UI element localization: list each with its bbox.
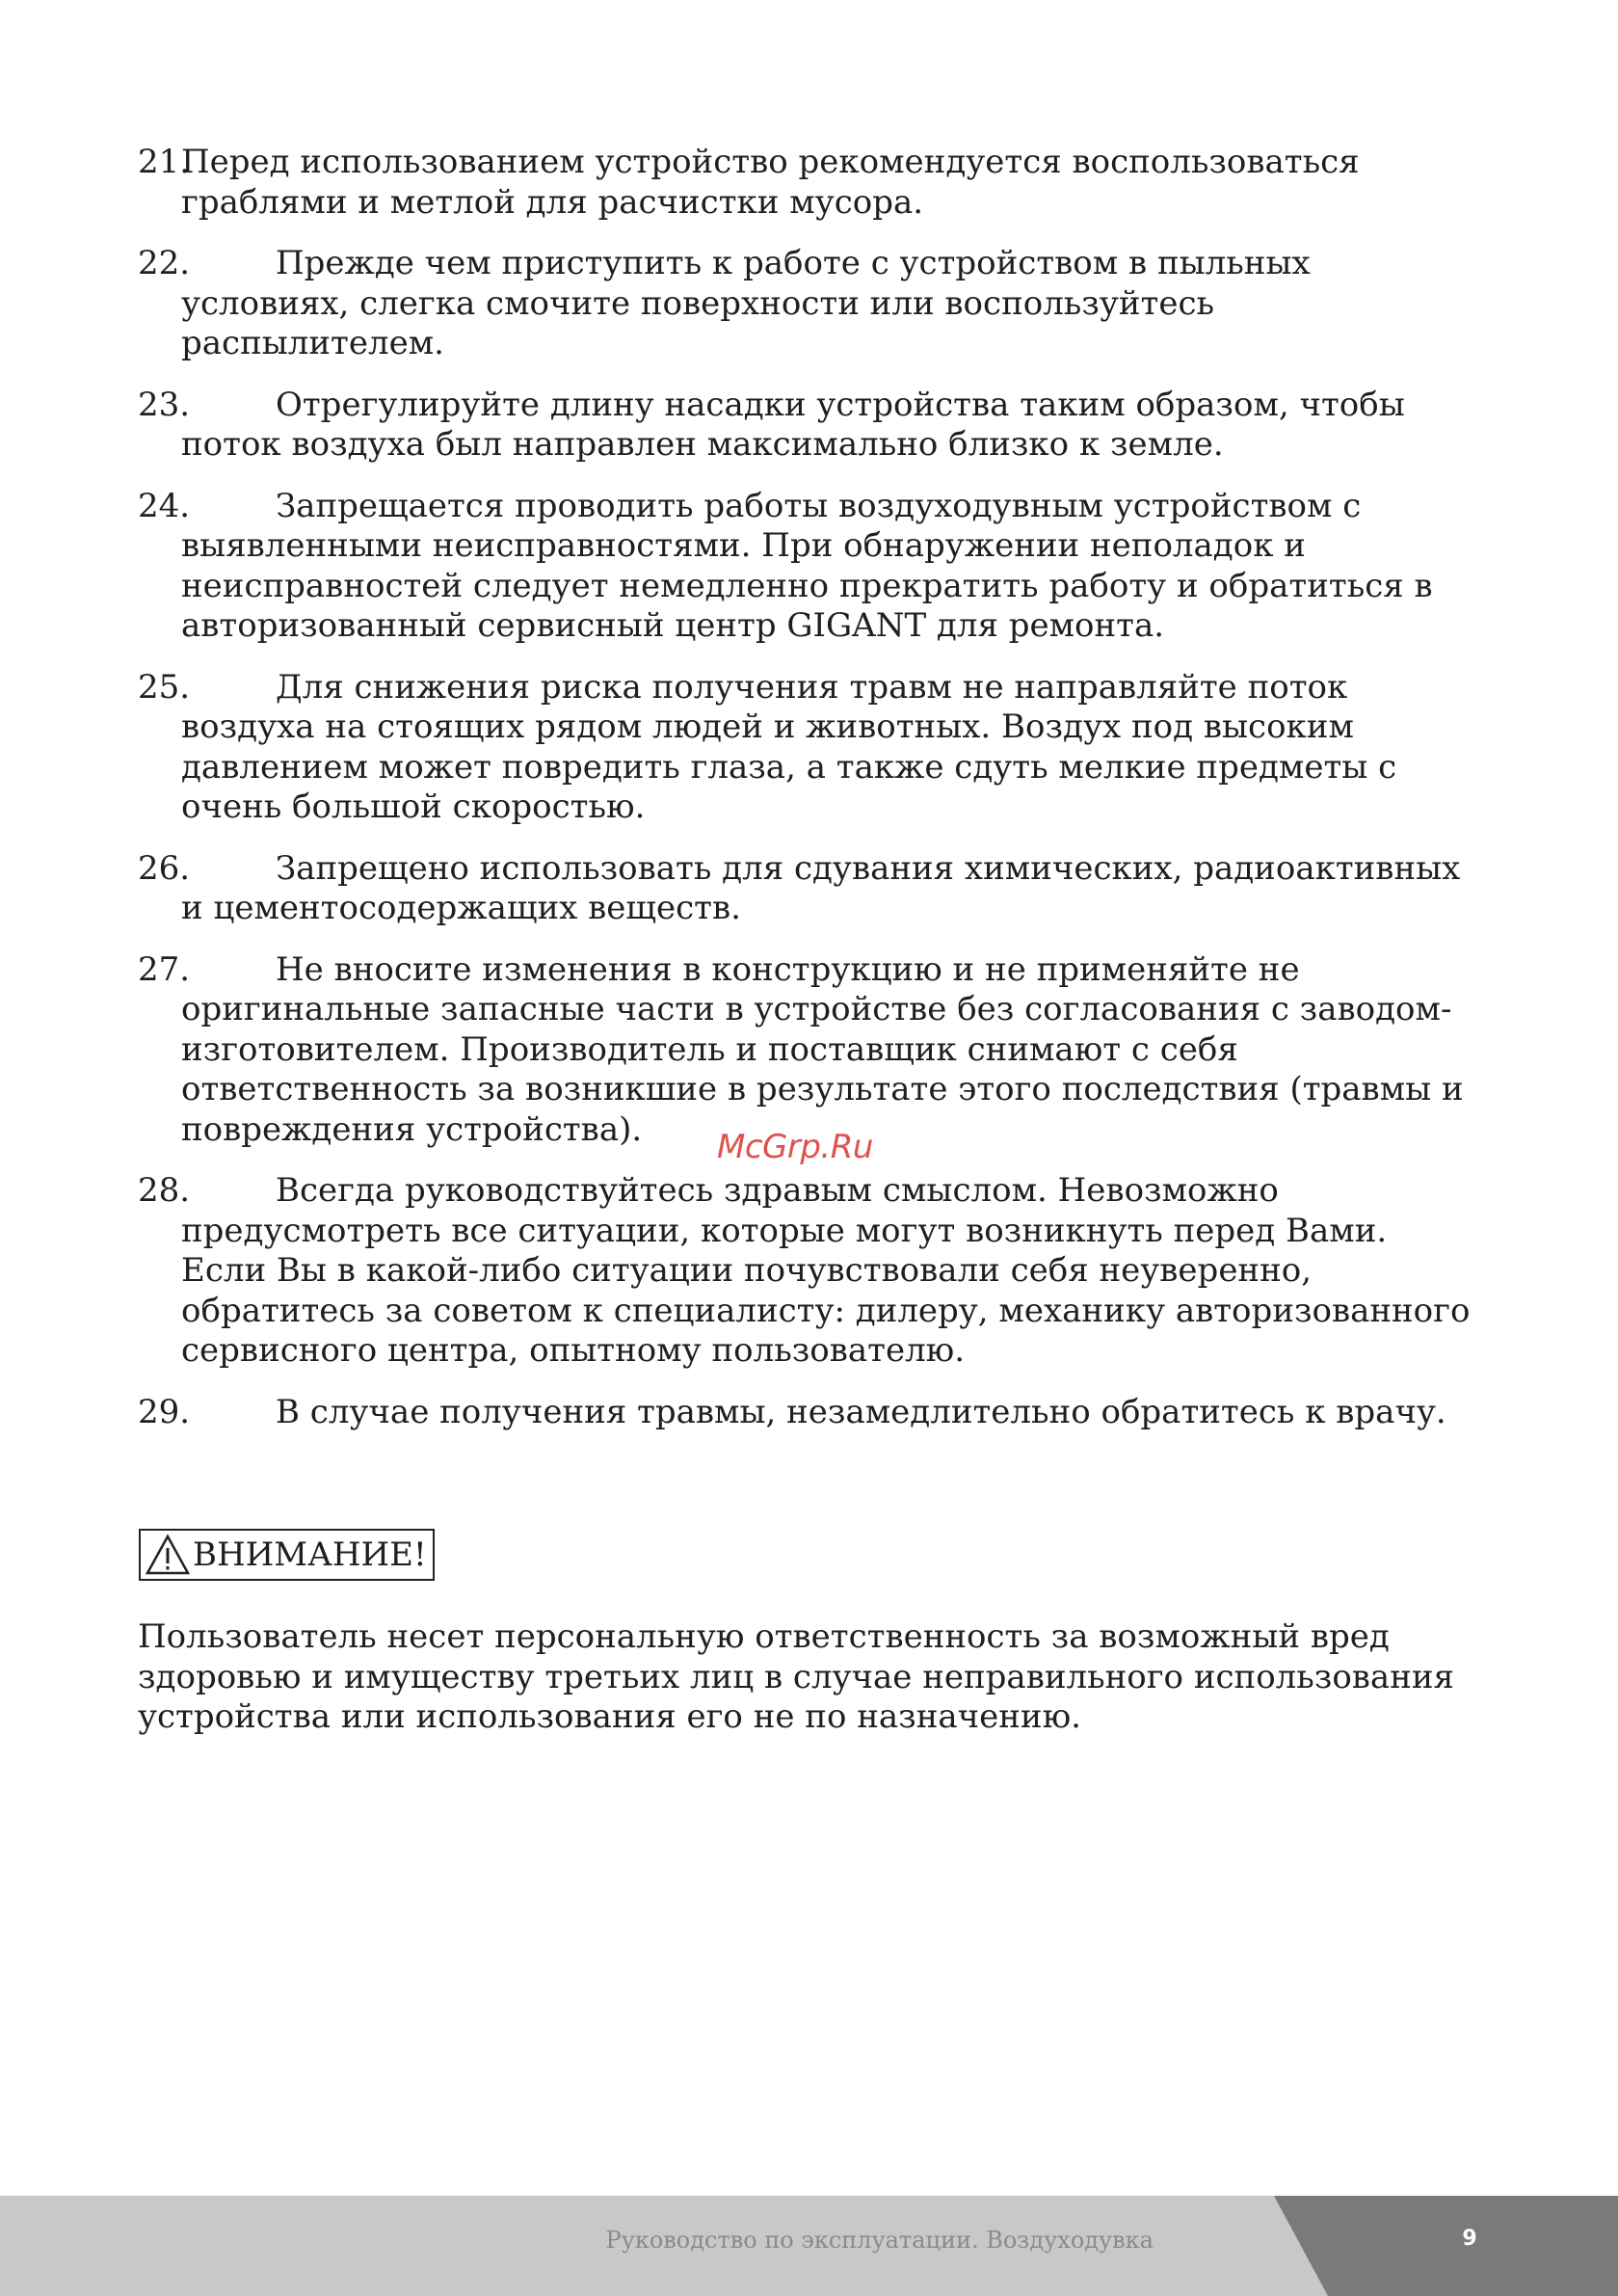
item-text: Не вносите изменения в конструкцию и не применяйте не оригинальные запасные части в устройстве без согласования с заводом-изготовителем. Производитель и поставщик снимают с себя ответственность за возникшие в результате этого последствия (травмы и повреждения устройства). [181,949,1464,1149]
responsibility-paragraph: Пользователь несет персональную ответственность за возможный вред здоровью и имуществу третьих лиц в случае неправильного использования устройства или использования его не по назначению. [138,1617,1454,1736]
item-number: 25. [138,667,191,707]
list-item [138,143,1477,223]
list-item [138,1171,1477,1372]
item-text: Отрегулируйте длину насадки устройства таким образом, чтобы поток воздуха был направлен максимально близко к земле. [181,385,1405,464]
item-text: Прежде чем приступить к работе с устройством в пыльных условиях, слегка смочите поверхности или воспользуйтесь распылителем. [181,244,1311,362]
watermark: McGrp.Ru [717,1128,873,1166]
item-number: 23. [138,385,191,424]
item-number: 29. [138,1392,191,1431]
item-number: 27. [138,949,191,989]
warning-label [139,1529,435,1581]
list-item [138,386,1477,466]
list-item [138,849,1477,929]
footer-title: Руководство по эксплуатации. Воздуходувка [605,2227,1154,2254]
item-number: 22. [138,244,191,282]
item-number: 26. [138,848,191,888]
warning-text: ВНИМАНИЕ! [193,1535,427,1574]
item-text: Для снижения риска получения травм не направляйте поток воздуха на стоящих рядом людей и животных. Воздух под высоким давлением может повредить глаза, а также сдуть мелкие предметы с очень большой скоростью. [181,667,1397,826]
warning-triangle-icon [145,1533,191,1577]
list-item [138,244,1477,364]
item-text: Всегда руководствуйтесь здравым смыслом. Невозможно предусмотреть все ситуации, которые могут возникнуть перед Вами. Если Вы в какой-либо ситуации почувствовали себя неуверенно, обратитесь за советом к специалисту: дилеру, механику авторизованного сервисного центра, опытному пользователю. [181,1171,1471,1370]
item-text: Запрещено использовать для сдувания химических, радиоактивных и цементосодержащих веществ. [181,848,1461,927]
safety-list [138,143,1477,1454]
item-number: 21. [138,143,191,181]
list-item [138,950,1477,1151]
item-number: 24. [138,486,191,525]
item-number: 28. [138,1171,191,1210]
list-item [138,1393,1477,1433]
item-text: В случае получения травмы, незамедлительно обратитесь к врачу. [276,1392,1446,1431]
page-footer [0,2196,1618,2296]
item-text: Перед использованием устройство рекомендуется воспользоваться граблями и метлой для расчистки мусора. [181,143,1360,222]
list-item [138,487,1477,647]
list-item [138,668,1477,828]
item-text: Запрещается проводить работы воздуходувным устройством с выявленными неисправностями. При обнаружении неполадок и неисправностей следует немедленно прекратить работу и обратиться в авторизованный сервисный центр GIGANT для ремонта. [181,486,1433,645]
page-number: 9 [1462,2227,1477,2251]
